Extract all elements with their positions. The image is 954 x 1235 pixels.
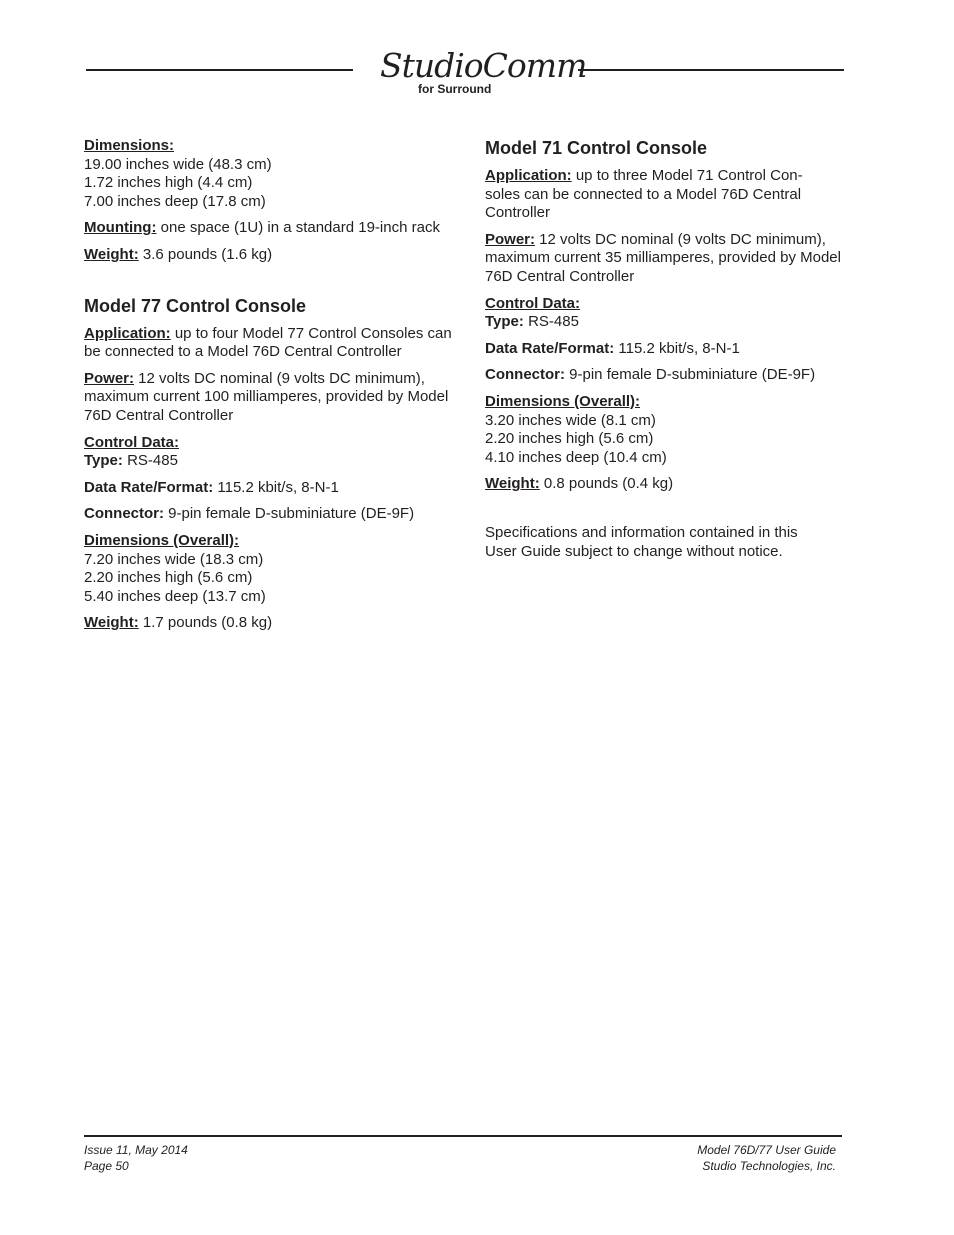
m71-weight bbox=[485, 475, 845, 494]
m77-application bbox=[84, 325, 454, 362]
m77-dimension-line: 7.20 inches wide (18.3 cm) bbox=[84, 550, 264, 568]
m77-application-value: up to four Model 77 Control Consoles can be connected to a Model 76D Central Controller bbox=[84, 324, 452, 361]
m77-type-label: Type: bbox=[84, 452, 123, 470]
mounting-label: Mounting: bbox=[84, 219, 157, 237]
footer-rule bbox=[84, 1135, 842, 1137]
header-rule-left bbox=[86, 69, 353, 71]
footer-right bbox=[697, 1143, 836, 1174]
m71-rate-label: Data Rate/Format: bbox=[485, 339, 615, 357]
mounting-value: one space (1U) in a standard 19-inch rack bbox=[156, 219, 440, 237]
weight-value: 3.6 pounds (1.6 kg) bbox=[138, 245, 273, 263]
m71-connector-label: Connector: bbox=[485, 366, 565, 384]
m71-power-value: 12 volts DC nominal (9 volts DC minimum), maximum current 35 milliamperes, provided by Model 76D Central Controller bbox=[485, 230, 841, 285]
mounting-spec bbox=[84, 219, 454, 238]
m71-dimension-line: 2.20 inches high (5.6 cm) bbox=[485, 430, 654, 448]
m71-type bbox=[485, 313, 845, 332]
m77-control-data bbox=[84, 434, 454, 453]
dimension-line: 19.00 inches wide (48.3 cm) bbox=[84, 155, 272, 173]
m77-control-data-label: Control Data: bbox=[84, 433, 179, 451]
m77-power-label: Power: bbox=[84, 369, 135, 387]
issue-date: Issue 11, May 2014 bbox=[84, 1143, 188, 1157]
right-column bbox=[485, 137, 845, 561]
left-column bbox=[84, 137, 454, 633]
m77-rate-label: Data Rate/Format: bbox=[84, 478, 214, 496]
m71-weight-label: Weight: bbox=[485, 475, 540, 493]
m71-application-label: Application: bbox=[485, 167, 572, 184]
dimensions-label: Dimensions: bbox=[84, 137, 175, 154]
m71-connector-value: 9-pin female D-subminiature (DE-9F) bbox=[565, 366, 816, 384]
change-notice: Specifications and information contained in this User Guide subject to change without notice. bbox=[485, 523, 798, 560]
m77-rate bbox=[84, 479, 454, 498]
m77-power-value: 12 volts DC nominal (9 volts DC minimum), maximum current 100 milliamperes, provided by Model 76D Central Controller bbox=[84, 369, 449, 424]
m71-connector bbox=[485, 366, 845, 385]
company-name: Studio Technologies, Inc. bbox=[702, 1158, 836, 1173]
weight-spec bbox=[84, 246, 454, 265]
logo-subtitle: for Surround bbox=[418, 82, 492, 96]
studiocomm-logo bbox=[376, 46, 587, 98]
logo-script-text: StudioComm bbox=[380, 46, 587, 85]
m71-application-value-2: soles can be connected to a Model 76D Central Controller bbox=[485, 185, 802, 222]
model-71-heading: Model 71 Control Console bbox=[485, 138, 708, 158]
model-77-heading: Model 77 Control Console bbox=[84, 295, 307, 316]
m77-weight-value: 1.7 pounds (0.8 kg) bbox=[138, 614, 273, 632]
m71-application-value-1: up to three Model 71 Control Con- bbox=[571, 167, 803, 184]
m71-dimension-line: 3.20 inches wide (8.1 cm) bbox=[485, 411, 656, 429]
m71-type-label: Type: bbox=[485, 313, 524, 331]
header-rule-right bbox=[578, 69, 844, 71]
footer-left bbox=[84, 1143, 188, 1174]
dimension-line: 7.00 inches deep (17.8 cm) bbox=[84, 192, 266, 210]
m71-weight-value: 0.8 pounds (0.4 kg) bbox=[539, 475, 674, 493]
guide-title: Model 76D/77 User Guide bbox=[697, 1143, 836, 1157]
m71-dimension-line: 4.10 inches deep (10.4 cm) bbox=[485, 448, 667, 466]
m77-type bbox=[84, 452, 454, 471]
m77-dimension-line: 5.40 inches deep (13.7 cm) bbox=[84, 587, 266, 605]
m77-rate-value: 115.2 kbit/s, 8-N-1 bbox=[213, 478, 339, 496]
m71-type-value: RS-485 bbox=[523, 313, 579, 331]
m71-power bbox=[485, 231, 845, 287]
m77-power bbox=[84, 370, 454, 426]
m71-rate-value: 115.2 kbit/s, 8-N-1 bbox=[614, 339, 740, 357]
weight-label: Weight: bbox=[84, 245, 139, 263]
m71-rate bbox=[485, 340, 845, 359]
m77-dimension-line: 2.20 inches high (5.6 cm) bbox=[84, 569, 253, 587]
m77-type-value: RS-485 bbox=[122, 452, 178, 470]
m71-control-data bbox=[485, 295, 845, 314]
m77-application-label: Application: bbox=[84, 324, 171, 342]
m77-connector-value: 9-pin female D-subminiature (DE-9F) bbox=[164, 505, 415, 523]
page-number: Page 50 bbox=[84, 1158, 129, 1173]
m77-connector-label: Connector: bbox=[84, 505, 164, 523]
m71-application bbox=[485, 167, 845, 223]
m77-weight-label: Weight: bbox=[84, 614, 139, 632]
m71-dimensions-label: Dimensions (Overall): bbox=[485, 392, 641, 410]
m77-weight bbox=[84, 614, 454, 633]
m71-power-label: Power: bbox=[485, 230, 536, 248]
m77-connector bbox=[84, 505, 454, 524]
m71-control-data-label: Control Data: bbox=[485, 294, 580, 312]
dimension-line: 1.72 inches high (4.4 cm) bbox=[84, 174, 253, 192]
m77-dimensions-label: Dimensions (Overall): bbox=[84, 531, 240, 549]
